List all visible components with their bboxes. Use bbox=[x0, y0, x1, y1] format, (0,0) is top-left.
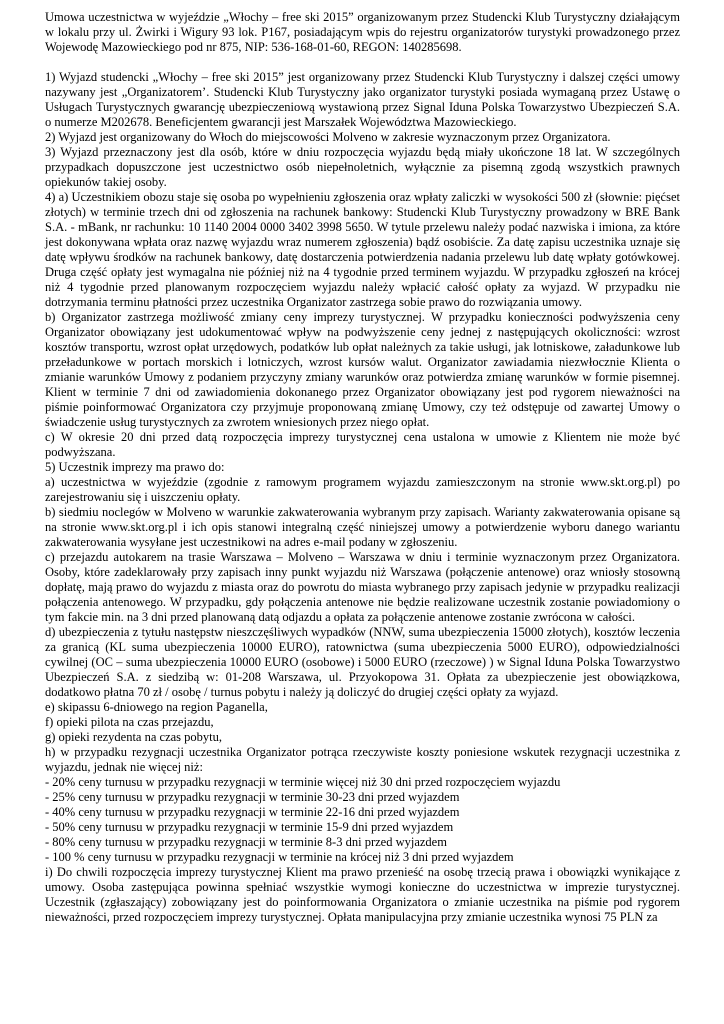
paragraph-19: - 50% ceny turnusu w przypadku rezygnacji w terminie 15-9 dni przed wyjazdem bbox=[45, 820, 454, 834]
document-body bbox=[45, 70, 680, 925]
paragraph-20: - 80% ceny turnusu w przypadku rezygnacji w terminie 8-3 dni przed wyjazdem bbox=[45, 835, 447, 849]
paragraph-6: c) W okresie 20 dni przed datą rozpoczęcia imprezy turystycznej cena ustalona w umowie z Klientem nie może być podwyższana. bbox=[45, 430, 680, 459]
paragraph-7: 5) Uczestnik imprezy ma prawo do: bbox=[45, 460, 225, 474]
paragraph-gap bbox=[45, 55, 680, 70]
intro-paragraph: Umowa uczestnictwa w wyjeździe „Włochy – free ski 2015” organizowanym przez Studencki Klub Turystyczny działającym w lokalu przy ul. Żwirki i Wigury 93 lok. P167, posiadającym wpis do rejestru organizatorów turystyki prowadzonego przez Wojewodę Mazowieckiego pod nr 875, NIP: 536-168-01-60, REGON: 140285698. bbox=[45, 10, 680, 54]
paragraph-15: h) w przypadku rezygnacji uczestnika Organizator potrąca rzeczywiste koszty poniesione wskutek rezygnacji uczestnika z wyjazdu, jednak nie więcej niż: bbox=[45, 745, 680, 774]
paragraph-9: b) siedmiu noclegów w Molveno w warunkie zakwaterowania wybranym przy zapisach. Warianty zakwaterowania opisane są na stronie www.skt.org.pl i ich opis stanowi integralną część niniejszej umowy a potwierdzenie wyboru danego wariantu zakwaterowania wysyłane jest uczestnikowi na adres e-mail podany w zgłoszeniu. bbox=[45, 505, 680, 549]
paragraph-10: c) przejazdu autokarem na trasie Warszawa – Molveno – Warszawa w dniu i terminie wyznaczonym przez Organizatora. Osoby, które zadeklarowały przy zapisach inny punkt wyjazdu niż Warszawa (połączenie antenowe) oraz wniosły stosowną dopłatę, mają prawo do wyjazdu z miasta oraz do powrotu do miasta wybranego przy zapisach jedynie w przypadku realizacji połączenia antenowego. W przypadku, gdy połączenia antenowe nie będzie realizowane uczestnik zostanie powiadomiony o tym fakcie min. na 3 dni przed planowaną datą odjazdu a opłata za połączenie antenowe zostanie zwrócona w całości. bbox=[45, 550, 680, 624]
paragraph-18: - 40% ceny turnusu w przypadku rezygnacji w terminie 22-16 dni przed wyjazdem bbox=[45, 805, 460, 819]
paragraph-1: 1) Wyjazd studencki „Włochy – free ski 2015” jest organizowany przez Studencki Klub Turystyczny i dalszej części umowy nazywany jest „Organizatorem’. Studencki Klub Turystyczny jako organizator turystyki posiada wymaganą przez Ustawę o Usługach Turystycznych gwarancję ubezpieczeniową wystawioną przez Signal Iduna Polska Towarzystwo Ubezpieczeń S.A. o numerze M202678. Beneficjentem gwarancji jest Marszałek Województwa Mazowieckiego. bbox=[45, 70, 680, 129]
paragraph-8: a) uczestnictwa w wyjeździe (zgodnie z ramowym programem wyjazdu zamieszczonym na stronie www.skt.org.pl) po zarejestrowaniu się i uiszczeniu opłaty. bbox=[45, 475, 680, 504]
paragraph-12: e) skipassu 6-dniowego na region Paganella, bbox=[45, 700, 268, 714]
paragraph-21: - 100 % ceny turnusu w przypadku rezygnacji w terminie na krócej niż 3 dni przed wyjazdem bbox=[45, 850, 514, 864]
paragraph-13: f) opieki pilota na czas przejazdu, bbox=[45, 715, 214, 729]
paragraph-2: 2) Wyjazd jest organizowany do Włoch do miejscowości Molveno w zakresie wyznaczonym przez Organizatora. bbox=[45, 130, 611, 144]
paragraph-17: - 25% ceny turnusu w przypadku rezygnacji w terminie 30-23 dni przed wyjazdem bbox=[45, 790, 460, 804]
paragraph-4: 4) a) Uczestnikiem obozu staje się osoba po wypełnieniu zgłoszenia oraz wpłaty zaliczki w wysokości 500 zł (słownie: pięćset złotych) w terminie trzech dni od zgłoszenia na rachunek bankowy: Studencki Klub Turystyczny prowadzony w BRE Bank S.A. - mBank, nr rachunku: 10 1140 2004 0000 3402 3998 5650. W tytule przelewu należy podać nazwiska i imiona, za które jest dokonywana wpłata oraz nazwę wyjazdu wraz numerem zgłoszenia) bądź osobiście. Za datę zapisu uczestnika uznaje się datę wpływu środków na rachunek bankowy, datę dostarczenia potwierdzenia nadania przelewu lub datę wpłaty gotówkowej. Druga część opłaty jest wymagalna nie później niż na 4 tygodnie przed terminem wyjazdu. W przypadku zgłoszeń na krócej niż 4 tygodnie przed planowanym rozpoczęciem wyjazdu należy wpłacić całość opłaty za wyjazd. W przypadku nie dotrzymania terminu płatności przez uczestnika Organizator zastrzega sobie prawo do rozwiązania umowy. bbox=[45, 190, 680, 309]
paragraph-5: b) Organizator zastrzega możliwość zmiany ceny imprezy turystycznej. W przypadku konieczności podwyższenia ceny Organizator obowiązany jest udokumentować wpływ na podwyższenie ceny jednej z następujących okoliczności: wzrost kosztów transportu, wzrost opłat urzędowych, podatków lub opłat należnych za takie usługi, jak lotniskowe, załadunkowe lub przeładunkowe w portach morskich i lotniczych, wzrost kursów walut. Organizator zawiadamia niezwłocznie Klienta o zmianie warunków Umowy z podaniem przyczyny zmiany warunków oraz potwierdza zmianę warunków w formie pisemnej. Klient w terminie 7 dni od zawiadomienia dokonanego przez Organizator obowiązany jest pod rygorem nieważności na piśmie poinformować Organizatora czy przyjmuje proponowaną zmianę Umowy, czy też odstępuje od zawartej Umowy o świadczenie usług turystycznych za zwrotem wniesionych przez niego opłat. bbox=[45, 310, 680, 429]
paragraph-11: d) ubezpieczenia z tytułu następstw nieszczęśliwych wypadków (NNW, suma ubezpieczenia 15000 złotych), kosztów leczenia za granicą (KL suma ubezpieczenia 10000 EURO), ratownictwa (suma ubezpieczenia 5000 EURO), odpowiedzialności cywilnej (OC – suma ubezpieczenia 10000 EURO (osobowe) i 5000 EURO (rzeczowe) ) w Signal Iduna Polska Towarzystwo Ubezpieczeń S.A. z siedzibą w: 01-208 Warszawa, ul. Przyokopowa 31. Opłata za ubezpieczenie jest obowiązkowa, dodatkowo płatna 70 zł / osobę / turnus pobytu i należy ją doliczyć do drugiej części opłaty za wyjazd. bbox=[45, 625, 680, 699]
paragraph-3: 3) Wyjazd przeznaczony jest dla osób, które w dniu rozpoczęcia wyjazdu będą miały ukończone 18 lat. W szczególnych przypadkach dopuszczone jest uczestnictwo osób niepełnoletnich, wyłącznie za pisemną zgodą wszystkich prawnych opiekunów takiej osoby. bbox=[45, 145, 680, 189]
paragraph-14: g) opieki rezydenta na czas pobytu, bbox=[45, 730, 223, 744]
paragraph-16: - 20% ceny turnusu w przypadku rezygnacji w terminie więcej niż 30 dni przed rozpoczęciem wyjazdu bbox=[45, 775, 561, 789]
paragraph-22: i) Do chwili rozpoczęcia imprezy turystycznej Klient ma prawo przenieść na osobę trzecią prawa i obowiązki wynikające z umowy. Osoba zastępująca powinna spełniać wszystkie wymogi konieczne do uczestnictwa w imprezie turystycznej. Uczestnik (zgłaszający) zobowiązany jest do poinformowania Organizatora o zmianie uczestnika na piśmie pod rygorem nieważności, przed rozpoczęciem imprezy turystycznej. Opłata manipulacyjna przy zmianie uczestnika wynosi 75 PLN za bbox=[45, 865, 680, 924]
